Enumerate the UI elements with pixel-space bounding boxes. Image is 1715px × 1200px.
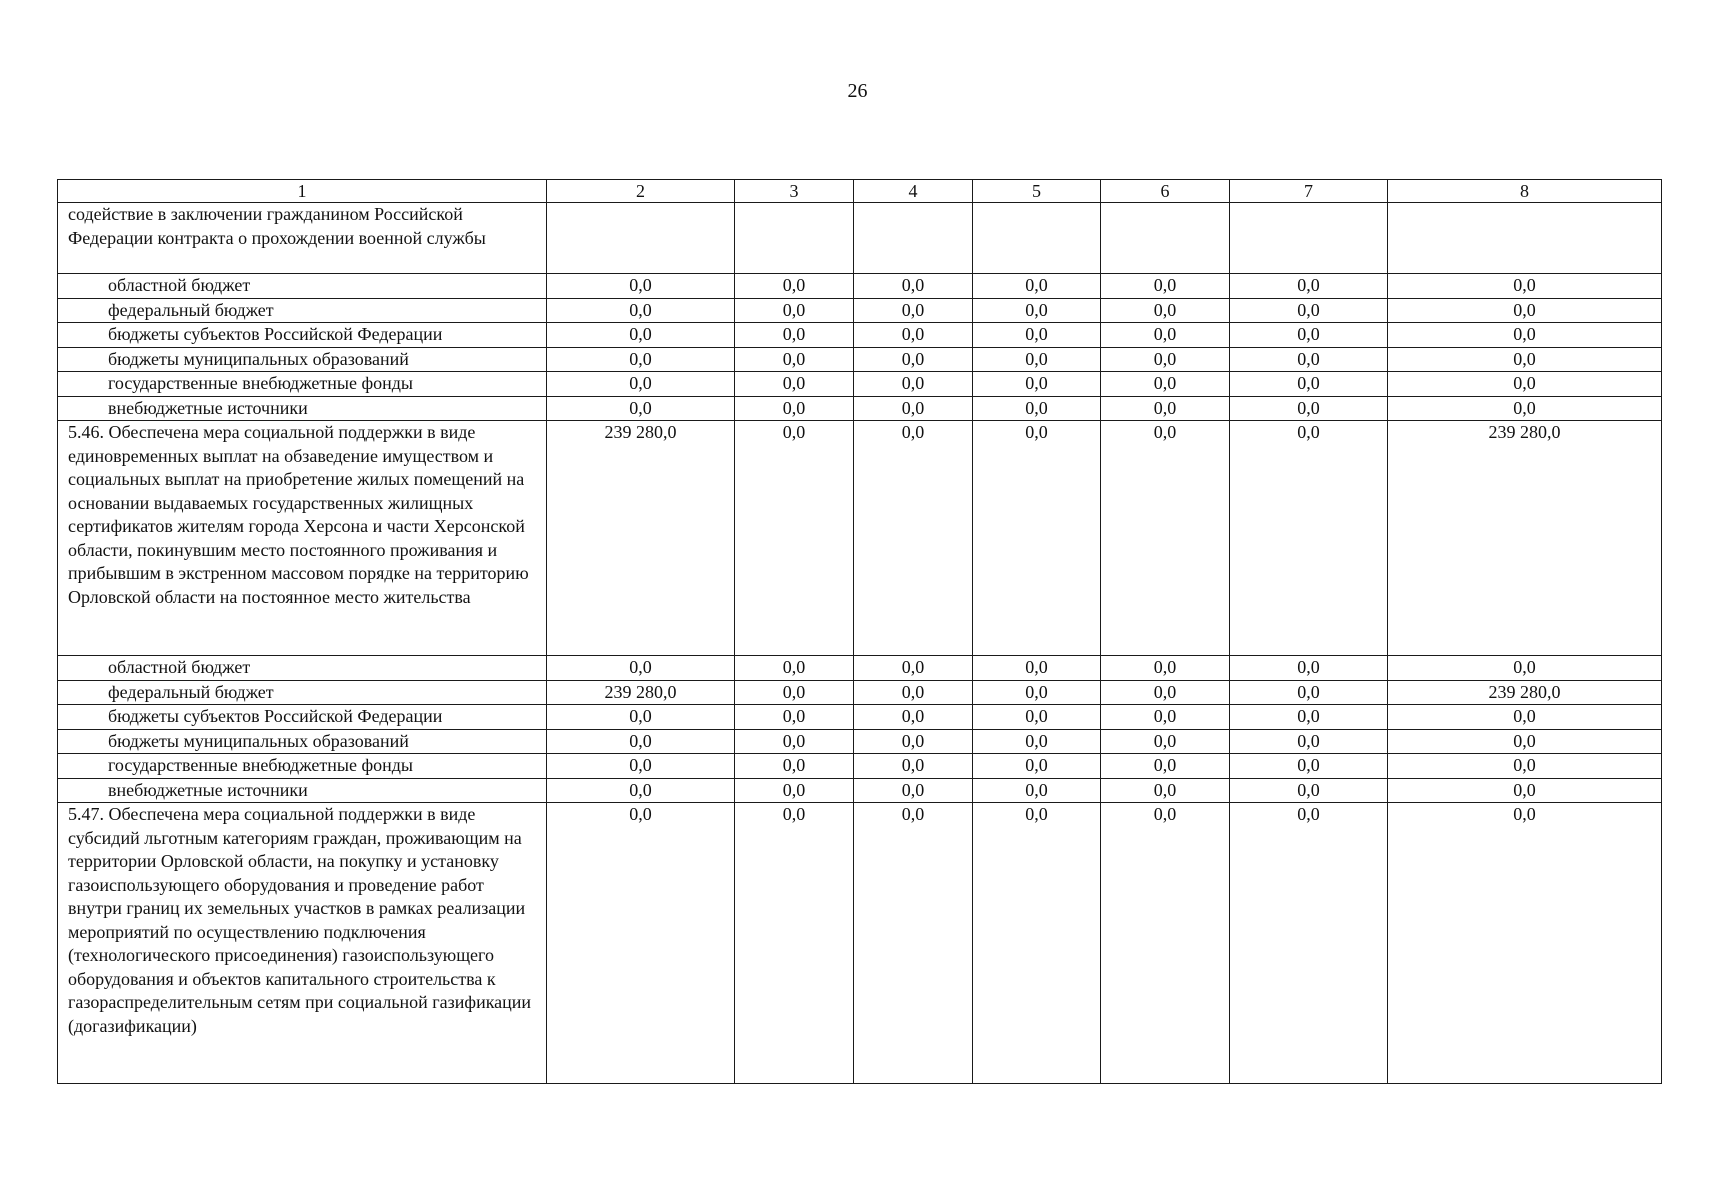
value-cell: 0,0 [973,347,1101,372]
value-cell: 0,0 [735,274,854,299]
value-cell: 0,0 [1388,372,1662,397]
value-cell: 0,0 [1230,656,1388,681]
source-label: федеральный бюджет [58,298,547,323]
value-cell: 0,0 [973,396,1101,421]
value-cell: 0,0 [735,803,854,1084]
value-cell: 0,0 [735,347,854,372]
column-header: 2 [547,180,735,203]
value-cell: 0,0 [1388,729,1662,754]
value-cell: 0,0 [854,656,973,681]
page-number: 26 [847,80,868,102]
value-cell: 0,0 [1230,778,1388,803]
value-cell: 0,0 [1388,754,1662,779]
value-cell: 0,0 [1230,323,1388,348]
value-cell: 0,0 [547,754,735,779]
value-cell: 0,0 [547,372,735,397]
source-label: внебюджетные источники [58,396,547,421]
value-cell: 0,0 [1388,705,1662,730]
value-cell: 0,0 [973,372,1101,397]
value-cell: 0,0 [1388,298,1662,323]
value-cell: 0,0 [1230,680,1388,705]
source-row [58,778,1662,803]
value-cell: 0,0 [854,421,973,656]
value-cell: 0,0 [1230,803,1388,1084]
source-row [58,754,1662,779]
value-cell: 0,0 [854,754,973,779]
value-cell: 0,0 [1101,803,1230,1084]
value-cell: 0,0 [547,323,735,348]
value-cell: 0,0 [1230,347,1388,372]
value-cell: 0,0 [1388,656,1662,681]
value-cell: 0,0 [854,729,973,754]
column-header: 6 [1101,180,1230,203]
value-cell: 0,0 [1101,274,1230,299]
value-cell: 0,0 [547,803,735,1084]
value-cell: 0,0 [735,680,854,705]
value-cell [1230,203,1388,274]
value-cell: 0,0 [1388,803,1662,1084]
value-cell: 0,0 [854,347,973,372]
column-header: 8 [1388,180,1662,203]
value-cell: 0,0 [973,298,1101,323]
source-label: федеральный бюджет [58,680,547,705]
value-cell: 0,0 [1388,778,1662,803]
value-cell: 0,0 [547,347,735,372]
value-cell: 0,0 [1388,347,1662,372]
value-cell: 0,0 [1230,274,1388,299]
source-label: областной бюджет [58,656,547,681]
value-cell: 0,0 [1101,323,1230,348]
value-cell: 0,0 [1101,347,1230,372]
budget-table [57,179,1662,1084]
source-row [58,298,1662,323]
source-label: внебюджетные источники [58,778,547,803]
source-row [58,347,1662,372]
value-cell: 0,0 [1230,705,1388,730]
source-row [58,729,1662,754]
value-cell [735,203,854,274]
value-cell: 0,0 [735,421,854,656]
source-row [58,396,1662,421]
value-cell: 0,0 [1230,421,1388,656]
column-header: 7 [1230,180,1388,203]
value-cell: 0,0 [1388,396,1662,421]
value-cell [854,203,973,274]
header-row [58,180,1662,203]
value-cell: 239 280,0 [547,421,735,656]
value-cell: 0,0 [973,803,1101,1084]
source-label: бюджеты субъектов Российской Федерации [58,705,547,730]
value-cell: 0,0 [854,396,973,421]
value-cell: 0,0 [973,274,1101,299]
value-cell: 0,0 [854,680,973,705]
section-row [58,421,1662,656]
value-cell: 0,0 [1101,396,1230,421]
value-cell [973,203,1101,274]
value-cell: 0,0 [973,778,1101,803]
value-cell: 0,0 [1101,705,1230,730]
value-cell: 0,0 [735,396,854,421]
value-cell: 0,0 [973,729,1101,754]
value-cell [547,203,735,274]
value-cell [1101,203,1230,274]
source-label: государственные внебюджетные фонды [58,372,547,397]
value-cell: 0,0 [547,396,735,421]
value-cell: 0,0 [973,680,1101,705]
column-header: 3 [735,180,854,203]
value-cell: 0,0 [1101,778,1230,803]
column-header: 1 [58,180,547,203]
value-cell: 0,0 [973,323,1101,348]
source-row [58,323,1662,348]
source-label: бюджеты субъектов Российской Федерации [58,323,547,348]
source-label: государственные внебюджетные фонды [58,754,547,779]
value-cell: 0,0 [735,729,854,754]
column-header: 5 [973,180,1101,203]
source-label: бюджеты муниципальных образований [58,729,547,754]
value-cell: 0,0 [1101,754,1230,779]
value-cell: 0,0 [547,729,735,754]
source-row [58,705,1662,730]
value-cell: 0,0 [547,274,735,299]
source-row [58,656,1662,681]
source-row [58,274,1662,299]
source-row [58,372,1662,397]
value-cell: 0,0 [547,656,735,681]
value-cell: 0,0 [854,298,973,323]
value-cell: 239 280,0 [1388,421,1662,656]
value-cell: 239 280,0 [1388,680,1662,705]
value-cell: 0,0 [547,778,735,803]
section-title: 5.47. Обеспечена мера социальной поддержки в виде субсидий льготным категориям граждан, проживающим на территории Орловской области, на покупку и установку газоиспользующего оборудования и проведение работ внутри границ их земельных участков в рамках реализации мероприятий по осуществлению подключения (технологического присоединения) газоиспользующего оборудования и объектов капитального строительства к газораспределительным сетям при социальной газификации (догазификации) [58,803,547,1084]
column-header: 4 [854,180,973,203]
value-cell [1388,203,1662,274]
value-cell: 0,0 [1101,680,1230,705]
value-cell: 0,0 [735,298,854,323]
value-cell: 0,0 [1101,729,1230,754]
value-cell: 239 280,0 [547,680,735,705]
section-title: 5.46. Обеспечена мера социальной поддержки в виде единовременных выплат на обзаведение имуществом и социальных выплат на приобретение жилых помещений на основании выдаваемых государственных жилищных сертификатов жителям города Херсона и части Херсонской области, покинувшим место постоянного проживания и прибывшим в экстренном массовом порядке на территорию Орловской области на постоянное место жительства [58,421,547,656]
value-cell: 0,0 [1230,729,1388,754]
value-cell: 0,0 [735,778,854,803]
value-cell: 0,0 [854,705,973,730]
value-cell: 0,0 [973,705,1101,730]
value-cell: 0,0 [547,298,735,323]
value-cell: 0,0 [1101,421,1230,656]
section-title: содействие в заключении гражданином Российской Федерации контракта о прохождении военной службы [58,203,547,274]
value-cell: 0,0 [1101,372,1230,397]
value-cell: 0,0 [735,656,854,681]
value-cell: 0,0 [735,754,854,779]
value-cell: 0,0 [1388,323,1662,348]
value-cell: 0,0 [1230,396,1388,421]
source-label: областной бюджет [58,274,547,299]
value-cell: 0,0 [854,803,973,1084]
value-cell: 0,0 [1230,298,1388,323]
value-cell: 0,0 [973,754,1101,779]
value-cell: 0,0 [973,656,1101,681]
source-label: бюджеты муниципальных образований [58,347,547,372]
value-cell: 0,0 [735,705,854,730]
value-cell: 0,0 [1388,274,1662,299]
value-cell: 0,0 [854,372,973,397]
value-cell: 0,0 [854,274,973,299]
value-cell: 0,0 [1101,656,1230,681]
value-cell: 0,0 [854,323,973,348]
value-cell: 0,0 [735,372,854,397]
source-row [58,680,1662,705]
value-cell: 0,0 [1101,298,1230,323]
value-cell: 0,0 [973,421,1101,656]
value-cell: 0,0 [735,323,854,348]
value-cell: 0,0 [1230,754,1388,779]
value-cell: 0,0 [854,778,973,803]
section-row [58,203,1662,274]
value-cell: 0,0 [1230,372,1388,397]
section-row [58,803,1662,1084]
value-cell: 0,0 [547,705,735,730]
